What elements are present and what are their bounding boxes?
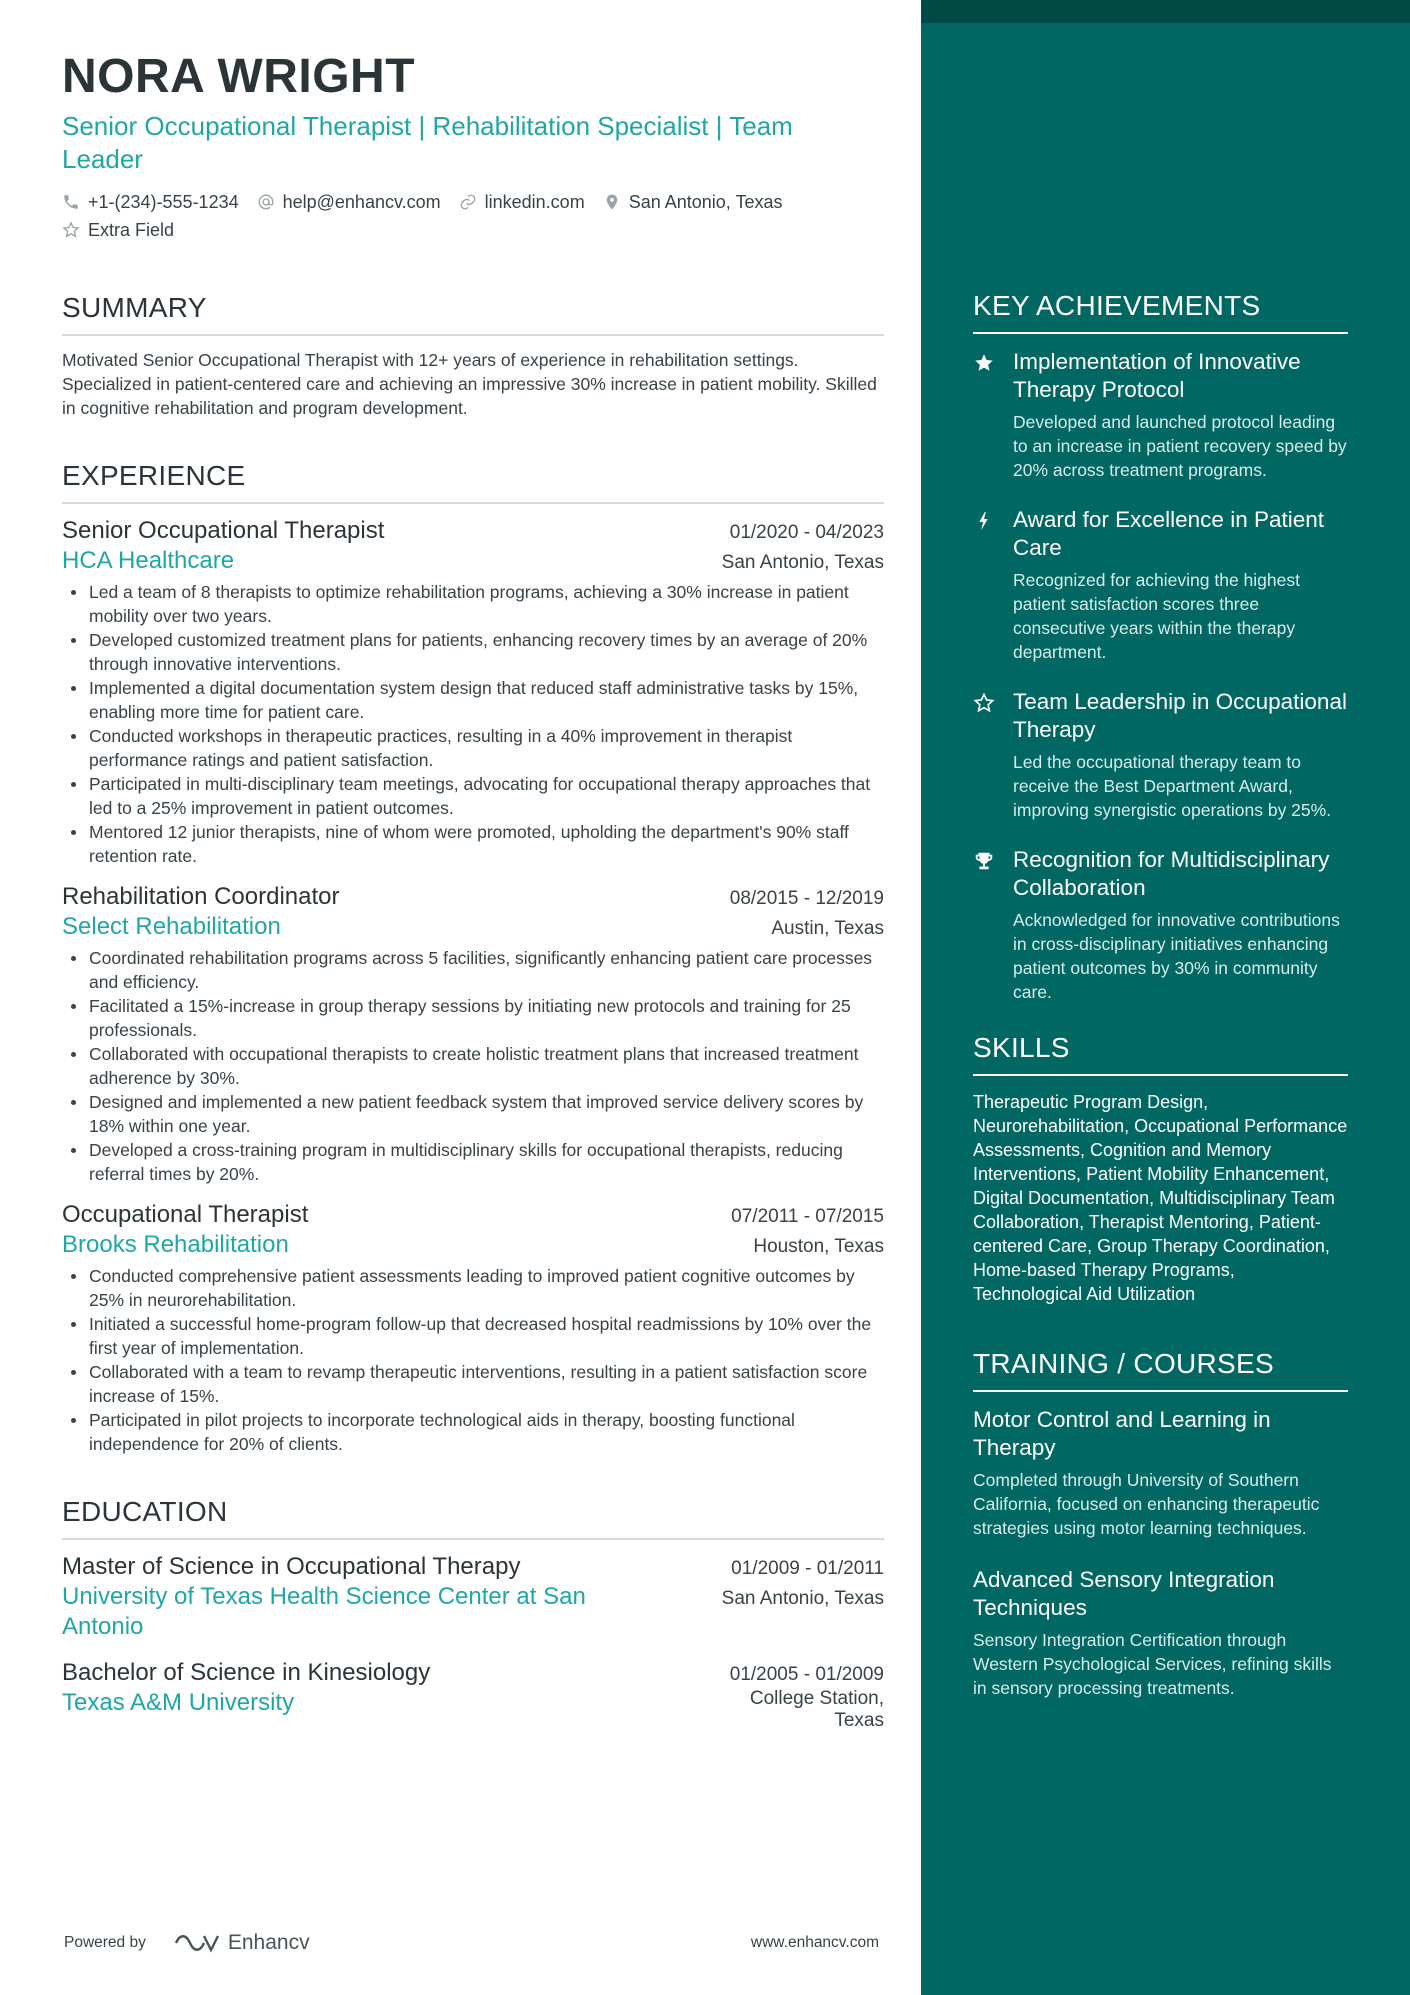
job-entry	[62, 1200, 884, 1456]
job-location: Houston, Texas	[753, 1236, 884, 1257]
job-title: Rehabilitation Coordinator	[62, 883, 340, 910]
school-name: Texas A&M University	[62, 1689, 295, 1716]
achievements-section	[973, 0, 1348, 1004]
brand-logo[interactable]	[174, 1931, 310, 1955]
course-desc: Sensory Integration Certification through Western Psychological Services, refining skills in sensory processing treatments.	[973, 1630, 1332, 1698]
job-bullets	[62, 946, 884, 1186]
sidebar	[921, 0, 1410, 1995]
bullet-item: Developed a cross-training program in multidisciplinary skills for occupational therapists, reducing referral times by 20%.	[62, 1138, 884, 1186]
bullet-item: Collaborated with a team to revamp therapeutic interventions, resulting in a patient satisfaction score increase of 15%.	[62, 1360, 884, 1408]
achievement-desc: Developed and launched protocol leading to an increase in patient recovery speed by 20% across treatment programs.	[1013, 412, 1347, 480]
course-desc: Completed through University of Southern California, focused on enhancing therapeutic strategies using motor learning techniques.	[973, 1470, 1320, 1538]
bullet-item: Implemented a digital documentation system design that reduced staff administrative tasks by 15%, enabling more time for patient care.	[62, 676, 884, 724]
course-item	[973, 1566, 1348, 1700]
achievement-desc: Led the occupational therapy team to receive the Best Department Award, improving synergistic operations by 25%.	[1013, 752, 1332, 820]
contact-phone[interactable]	[62, 192, 239, 212]
bullet-item: Conducted comprehensive patient assessments leading to improved patient cognitive outcomes by 25% in neurorehabilitation.	[62, 1264, 884, 1312]
phone-text: +1-(234)-555-1234	[88, 191, 239, 212]
course-title: Motor Control and Learning in Therapy	[973, 1407, 1271, 1460]
bullet-item: Led a team of 8 therapists to optimize rehabilitation programs, achieving a 30% increase in patient mobility over two years.	[62, 580, 884, 628]
powered-by	[64, 1931, 310, 1955]
headline: Senior Occupational Therapist | Rehabilitation Specialist | Team Leader	[62, 111, 793, 174]
enhancv-logo-icon	[174, 1932, 220, 1954]
contact-extra	[62, 220, 174, 240]
email-text: help@enhancv.com	[282, 191, 441, 212]
job-dates: 07/2011 - 07/2015	[731, 1206, 884, 1227]
contact-location	[603, 192, 783, 212]
bullet-item: Collaborated with occupational therapists to create holistic treatment plans that increased treatment adherence by 30%.	[62, 1042, 884, 1090]
achievement-item	[973, 688, 1348, 822]
job-bullets	[62, 580, 884, 868]
footer	[64, 1931, 879, 1955]
education-entry	[62, 1658, 884, 1732]
education-entry	[62, 1552, 884, 1642]
job-title: Senior Occupational Therapist	[62, 517, 385, 544]
link-icon	[459, 193, 477, 211]
achievement-desc: Recognized for achieving the highest patient satisfaction scores three consecutive years within the therapy department.	[1013, 570, 1300, 662]
achievement-title: Implementation of Innovative Therapy Protocol	[1013, 349, 1301, 402]
candidate-name: NORA WRIGHT	[62, 50, 416, 103]
section-title-training: TRAINING / COURSES	[973, 1348, 1348, 1392]
section-title-experience: EXPERIENCE	[62, 460, 884, 504]
contact-linkedin[interactable]	[459, 192, 585, 212]
summary-section	[62, 292, 884, 420]
contact-list	[62, 192, 822, 240]
achievement-title: Award for Excellence in Patient Care	[1013, 507, 1325, 560]
school-name: University of Texas Health Science Center at San Antonio	[62, 1583, 586, 1640]
job-dates: 08/2015 - 12/2019	[729, 888, 884, 909]
section-title-achievements: KEY ACHIEVEMENTS	[973, 290, 1348, 334]
achievements-list	[973, 348, 1348, 1004]
sidebar-top-bar	[921, 0, 1410, 23]
skills-text: Therapeutic Program Design, Neurorehabilitation, Occupational Performance Assessments, Cognition and Memory Interventions, Patient Mobility Enhancement, Digital Documentation, Multidisciplinary Team Collaboration, Therapist Mentoring, Patient-centered Care, Group Therapy Coordination, Home-based Therapy Programs, Technological Aid Utilization	[973, 1092, 1348, 1304]
education-location: College Station, Texas	[749, 1688, 884, 1731]
bullet-item: Developed customized treatment plans for patients, enhancing recovery times by an average of 20% through innovative interventions.	[62, 628, 884, 676]
job-company: Select Rehabilitation	[62, 913, 281, 940]
training-section	[973, 1348, 1348, 1700]
education-dates: 01/2009 - 01/2011	[731, 1558, 884, 1579]
location-text: San Antonio, Texas	[628, 191, 783, 212]
star-outline-icon	[973, 692, 995, 714]
section-title-skills: SKILLS	[973, 1032, 1348, 1076]
extra-text: Extra Field	[88, 219, 175, 240]
job-bullets	[62, 1264, 884, 1456]
job-dates: 01/2020 - 04/2023	[729, 522, 884, 543]
education-location: San Antonio, Texas	[721, 1588, 884, 1609]
degree-title: Master of Science in Occupational Therapy	[62, 1553, 521, 1580]
degree-title: Bachelor of Science in Kinesiology	[62, 1659, 431, 1686]
at-icon	[257, 193, 275, 211]
section-title-summary: SUMMARY	[62, 292, 884, 336]
linkedin-text: linkedin.com	[484, 191, 585, 212]
bullet-item: Facilitated a 15%-increase in group therapy sessions by initiating new protocols and training for 25 professionals.	[62, 994, 884, 1042]
phone-icon	[62, 193, 80, 211]
bullet-item: Initiated a successful home-program follow-up that decreased hospital readmissions by 10% over the first year of implementation.	[62, 1312, 884, 1360]
job-location: Austin, Texas	[771, 918, 884, 939]
brand-name: Enhancv	[227, 1931, 310, 1954]
achievement-title: Team Leadership in Occupational Therapy	[1013, 689, 1347, 742]
course-item	[973, 1406, 1348, 1540]
trophy-icon	[973, 850, 995, 872]
summary-text: Motivated Senior Occupational Therapist with 12+ years of experience in rehabilitation settings. Specialized in patient-centered care and achieving an impressive 30% increase in patient mobility. Skilled in cognitive rehabilitation and program development.	[62, 350, 877, 418]
job-entry	[62, 882, 884, 1186]
powered-by-label: Powered by	[64, 1934, 146, 1951]
job-location: San Antonio, Texas	[721, 552, 884, 573]
education-dates: 01/2005 - 01/2009	[729, 1664, 884, 1685]
course-title: Advanced Sensory Integration Techniques	[973, 1567, 1275, 1620]
achievement-title: Recognition for Multidisciplinary Collaboration	[1013, 847, 1330, 900]
bullet-item: Designed and implemented a new patient feedback system that improved service delivery scores by 18% within one year.	[62, 1090, 884, 1138]
contact-email[interactable]	[257, 192, 441, 212]
job-title: Occupational Therapist	[62, 1201, 309, 1228]
bullet-item: Participated in multi-disciplinary team meetings, advocating for occupational therapy approaches that led to a 25% improvement in patient outcomes.	[62, 772, 884, 820]
lightning-icon	[973, 510, 995, 532]
star-outline-icon	[62, 221, 80, 239]
achievement-item	[973, 846, 1348, 1004]
achievement-item	[973, 506, 1348, 664]
job-company: Brooks Rehabilitation	[62, 1231, 289, 1258]
bullet-item: Participated in pilot projects to incorporate technological aids in therapy, boosting functional independence for 20% of clients.	[62, 1408, 884, 1456]
bullet-item: Conducted workshops in therapeutic practices, resulting in a 40% improvement in therapist performance ratings and patient satisfaction.	[62, 724, 884, 772]
achievement-desc: Acknowledged for innovative contributions in cross-disciplinary initiatives enhancing patient outcomes by 30% in community care.	[1013, 910, 1340, 1002]
experience-section	[62, 460, 884, 1456]
bullet-item: Mentored 12 junior therapists, nine of whom were promoted, upholding the department's 90% staff retention rate.	[62, 820, 884, 868]
skills-section	[973, 1032, 1348, 1306]
bullet-item: Coordinated rehabilitation programs across 5 facilities, significantly enhancing patient care processes and efficiency.	[62, 946, 884, 994]
job-company: HCA Healthcare	[62, 547, 235, 574]
section-title-education: EDUCATION	[62, 1496, 884, 1540]
achievement-item	[973, 348, 1348, 482]
star-filled-icon	[973, 352, 995, 374]
job-entry	[62, 516, 884, 868]
education-section	[62, 1496, 884, 1732]
location-pin-icon	[603, 193, 621, 211]
site-link[interactable]: www.enhancv.com	[750, 1934, 879, 1951]
